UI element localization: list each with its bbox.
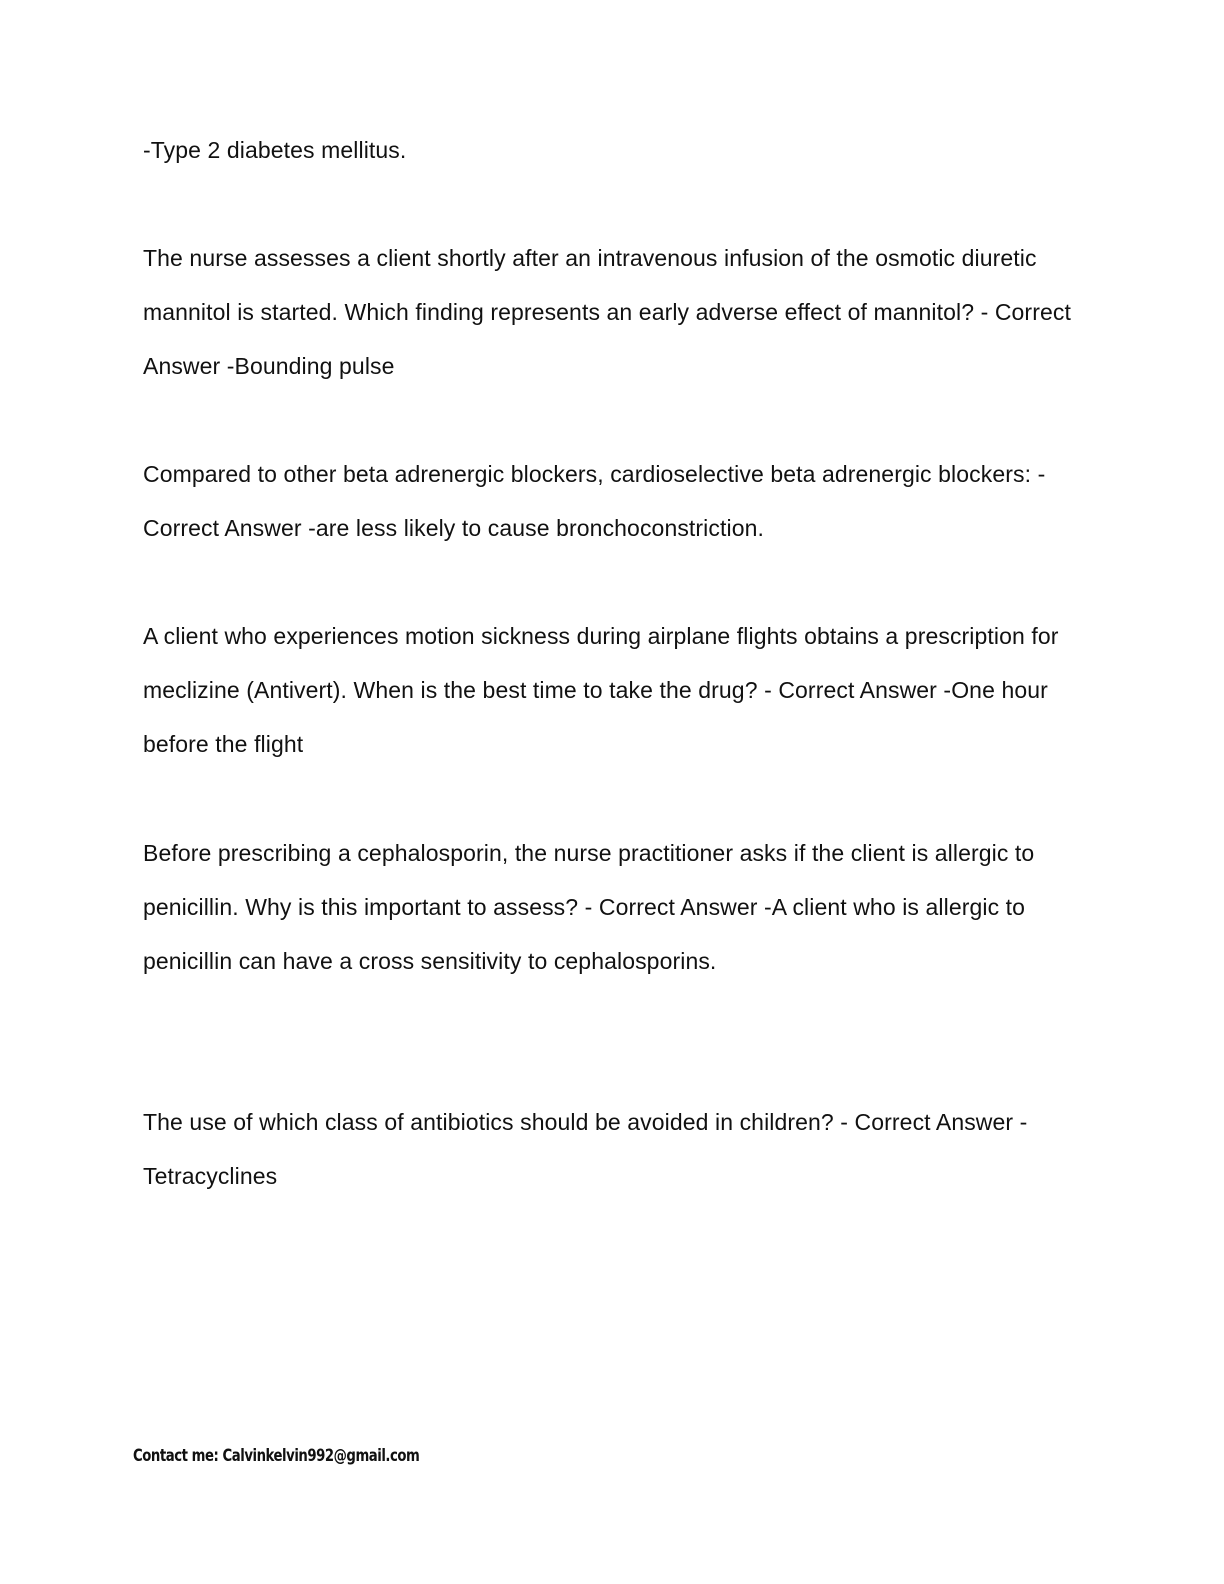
question-answer-meclizine: A client who experiences motion sickness during airplane flights obtains a prescription for meclizine (Antivert). When is the best time to take the drug? - Correct Answer -One hour before the flight — [143, 623, 1059, 757]
footer-contact: Contact me: Calvinkelvin992@gmail.com — [133, 1446, 420, 1466]
question-answer-antibiotics-children: The use of which class of antibiotics should be avoided in children? - Correct Answer -Tetracyclines — [143, 1109, 1028, 1189]
question-answer-beta-blockers: Compared to other beta adrenergic blockers, cardioselective beta adrenergic blockers: - Correct Answer -are less likely to cause bronchoconstriction. — [143, 461, 1046, 541]
question-answer-cephalosporin: Before prescribing a cephalosporin, the nurse practitioner asks if the client is allergic to penicillin. Why is this important to assess? - Correct Answer -A client who is allergic to penicillin can have a cross sensitivity to cephalosporins. — [143, 840, 1035, 974]
question-answer-mannitol: The nurse assesses a client shortly after an intravenous infusion of the osmotic diuretic mannitol is started. Which finding represents an early adverse effect of mannitol? - Correct Answer -Bounding pulse — [143, 245, 1071, 379]
answer-fragment-paragraph: -Type 2 diabetes mellitus. — [143, 137, 407, 163]
